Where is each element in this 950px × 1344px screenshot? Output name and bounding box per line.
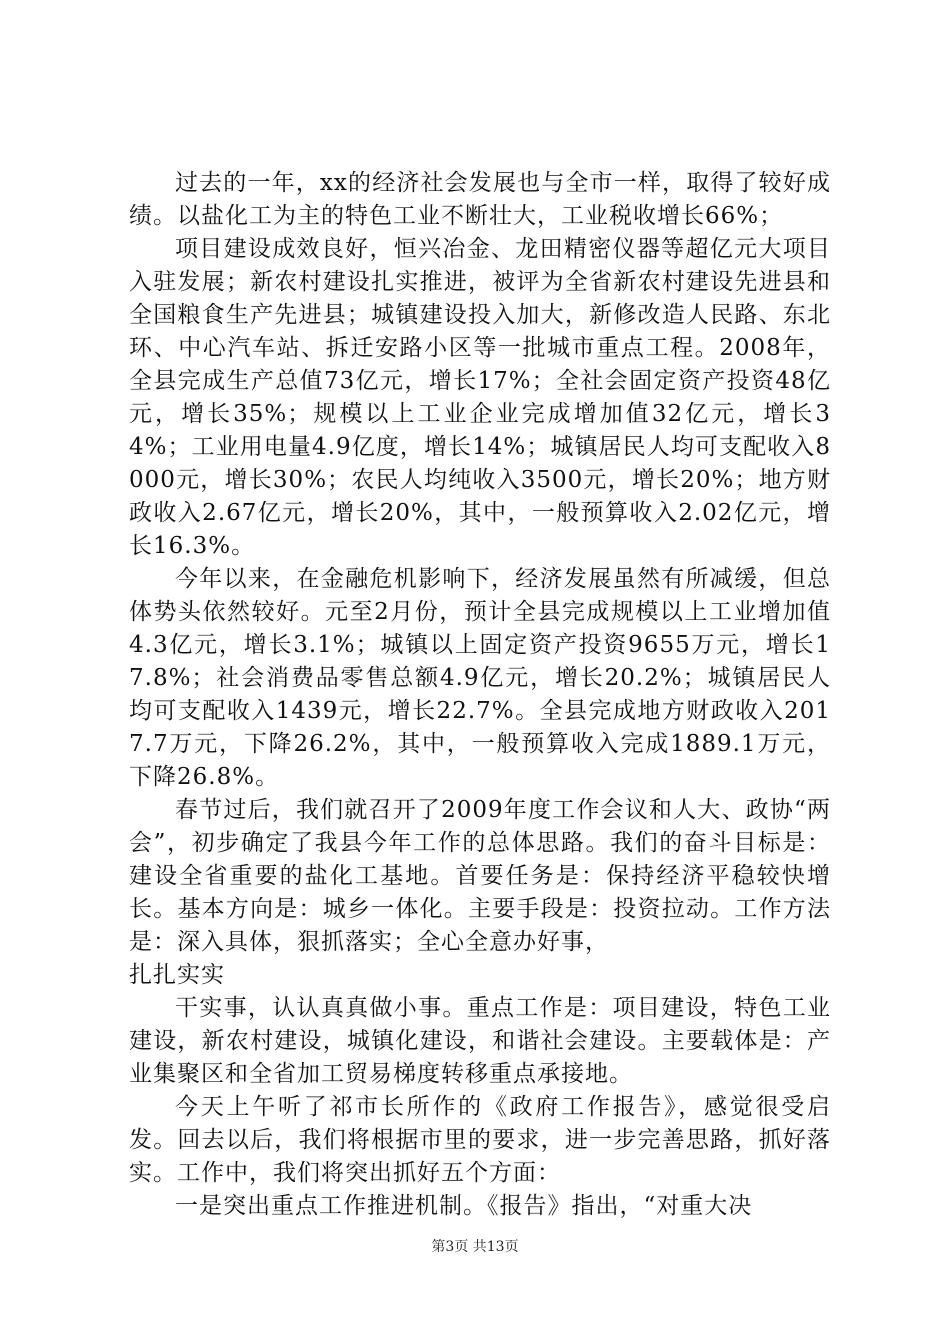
paragraph-this-year-economy: 今年以来，在金融危机影响下，经济发展虽然有所减缓，但总体势头依然较好。元至2月份，预计全县完成规模以上工业增加值4.3亿元，增长3.1%；城镇以上固定资产投资9655万元，增长17.8%；社会消费品零售总额4.9亿元，增长20.2%；城镇居民人均可支配收入1439元，增长22.7%。全县完成地方财政收入2017.7万元，下降26.2%，其中，一般预算收入完成1889.1万元，下降26.8%。 xyxy=(129,566,831,790)
paragraph-government-report: 今天上午听了祁市长所作的《政府工作报告》，感觉很受启发。回去以后，我们将根据市里的要求，进一步完善思路，抓好落实。工作中，我们将突出抓好五个方面： xyxy=(129,1094,831,1186)
document-body xyxy=(129,167,831,1223)
paragraph-fragment: 扎扎实实 xyxy=(129,962,225,988)
paragraph-project-results: 项目建设成效良好，恒兴冶金、龙田精密仪器等超亿元大项目入驻发展；新农村建设扎实推进，被评为全省新农村建设先进县和全国粮食生产先进县；城镇建设投入加大，新修改造人民路、东北环、中心汽车站、拆迁安路小区等一批城市重点工程。2008年，全县完成生产总值73亿元，增长17%；全社会固定资产投资48亿元，增长35%；规模以上工业企业完成增加值32亿元，增长34%；工业用电量4.9亿度，增长14%；城镇居民人均可支配收入8000元，增长30%；农民人均纯收入3500元，增长20%；地方财政收入2.67亿元，增长20%，其中，一般预算收入2.02亿元，增长16.3%。 xyxy=(129,236,831,559)
paragraph-key-work: 干实事，认认真真做小事。重点工作是：项目建设，特色工业建设，新农村建设，城镇化建设，和谐社会建设。主要载体是：产业集聚区和全省加工贸易梯度转移重点承接地。 xyxy=(129,995,831,1087)
paragraph-review-last-year: 过去的一年，xx的经济社会发展也与全市一样，取得了较好成绩。以盐化工为主的特色工业不断壮大，工业税收增长66%； xyxy=(129,170,831,229)
paragraph-point-one: 一是突出重点工作推进机制。《报告》指出，“对重大决 xyxy=(175,1193,753,1219)
page-number-footer: 第3页 共13页 xyxy=(431,1239,519,1255)
paragraph-work-ideas: 春节过后，我们就召开了2009年度工作会议和人大、政协“两会”，初步确定了我县今年工作的总体思路。我们的奋斗目标是：建设全省重要的盐化工基地。首要任务是：保持经济平稳较快增长。基本方向是：城乡一体化。主要手段是：投资拉动。工作方法是：深入具体，狠抓落实；全心全意办好事， xyxy=(129,797,831,955)
